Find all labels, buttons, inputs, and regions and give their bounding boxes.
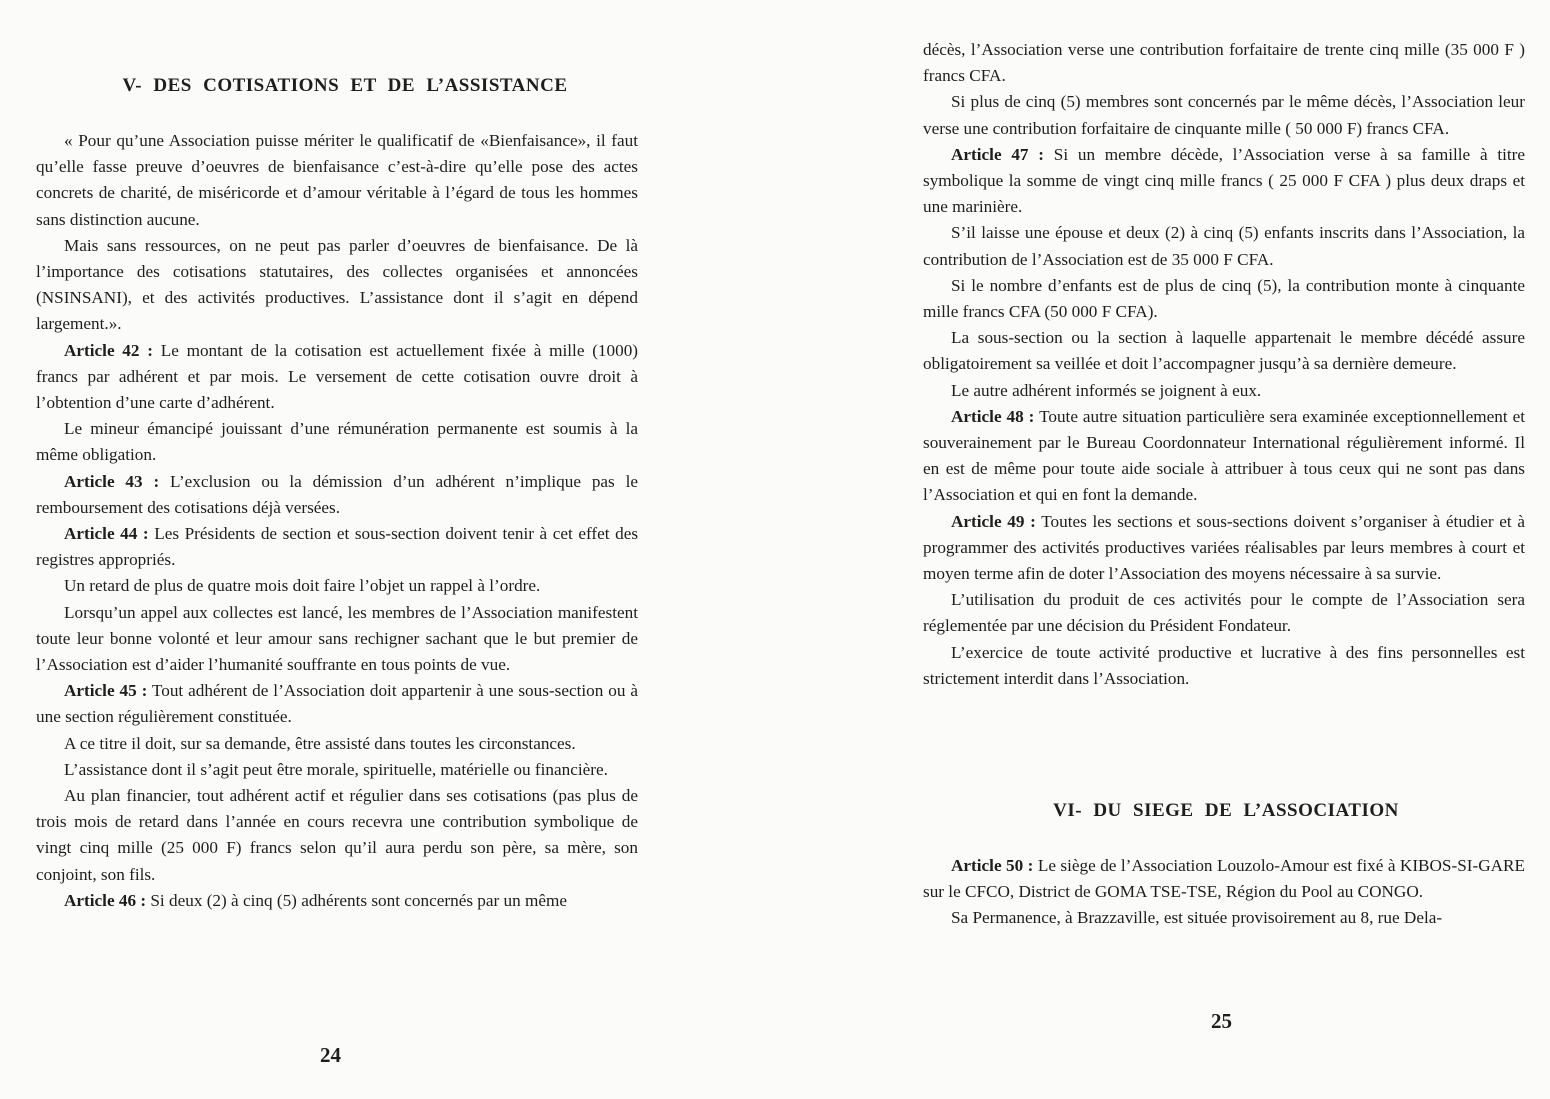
paragraph-text: L’utilisation du produit de ces activités pour le compte de l’Association sera réglementée par une décision du Président Fondateur. xyxy=(923,590,1525,636)
article-label: Article 50 : xyxy=(951,856,1034,875)
paragraph xyxy=(923,905,1525,931)
article-paragraph xyxy=(36,678,638,730)
section-heading-siege: VI- DU SIEGE DE L’ASSOCIATION xyxy=(1053,800,1399,821)
paragraph xyxy=(36,233,638,338)
article-paragraph xyxy=(36,888,638,914)
paragraph-text: Sa Permanence, à Brazzaville, est située provisoirement au 8, rue Dela- xyxy=(951,908,1443,928)
paragraph xyxy=(923,220,1525,272)
paragraph xyxy=(36,731,638,757)
right-page xyxy=(775,0,1550,1099)
article-label: Article 46 : xyxy=(64,890,147,910)
left-page xyxy=(0,0,740,1099)
paragraph xyxy=(923,273,1525,325)
paragraph-text: Si plus de cinq (5) membres sont concernés par le même décès, l’Association leur verse une contribution forfaitaire de cinquante mille ( 50 000 F) francs CFA. xyxy=(923,92,1525,138)
paragraph xyxy=(923,37,1525,89)
article-paragraph xyxy=(36,521,638,573)
article-paragraph xyxy=(36,469,638,521)
paragraph xyxy=(36,128,638,233)
paragraph-text: Les Présidents de section et sous-section doivent tenir à cet effet des registres appropriés. xyxy=(36,524,639,570)
article-paragraph xyxy=(923,142,1525,221)
article-label: Article 44 : xyxy=(64,524,149,544)
paragraph-text: Le mineur émancipé jouissant d’une rémunération permanente est soumis à la même obligation. xyxy=(36,419,638,465)
article-label: Article 43 : xyxy=(64,471,160,491)
article-label: Article 49 : xyxy=(951,511,1036,531)
article-paragraph xyxy=(923,853,1525,905)
paragraph-text: L’exclusion ou la démission d’un adhérent n’implique pas le remboursement des cotisations déjà versées. xyxy=(36,471,638,517)
article-label: Article 48 : xyxy=(951,406,1035,426)
paragraph-text: L’exercice de toute activité productive et lucrative à des fins personnelles est strictement interdit dans l’Association. xyxy=(923,642,1525,688)
article-label: Article 47 : xyxy=(951,144,1044,164)
page-number-left: 24 xyxy=(320,1043,341,1067)
paragraph-text: S’il laisse une épouse et deux (2) à cinq (5) enfants inscrits dans l’Association, la contribution de l’Association est de 35 000 F CFA. xyxy=(923,223,1525,269)
paragraph xyxy=(36,783,638,888)
paragraph xyxy=(36,416,638,468)
article-paragraph xyxy=(923,404,1525,509)
paragraph xyxy=(36,757,638,783)
right-page-body-siege xyxy=(923,853,1525,932)
paragraph-text: Au plan financier, tout adhérent actif et régulier dans ses cotisations (pas plus de trois mois de retard dans l’année en cours recevra une contribution symbolique de vingt cinq mille (25 000 F) francs selon qu’il aura perdu son père, sa mère, son conjoint, son fils. xyxy=(36,786,638,884)
paragraph-text: Mais sans ressources, on ne peut pas parler d’oeuvres de bienfaisance. De là l’importance des cotisations statutaires, des collectes organisées et annoncées (NSINSANI), et des activités productives. L’assistance dont il s’agit en dépend largement.». xyxy=(36,235,638,334)
left-page-body xyxy=(36,128,638,914)
paragraph-text: « Pour qu’une Association puisse mériter le qualificatif de «Bienfaisance», il faut qu’elle fasse preuve d’oeuvres de bienfaisance c’est-à-dire qu’elle pose des actes concrets de charité, de miséricorde et d’amour véritable à l’égard de tous les hommes sans distinction aucune. xyxy=(36,131,638,229)
paragraph-text: A ce titre il doit, sur sa demande, être assisté dans toutes les circonstances. xyxy=(64,733,576,753)
section-heading-cotisations: V- DES COTISATIONS ET DE L’ASSISTANCE xyxy=(122,75,568,96)
page-number-right: 25 xyxy=(1211,1009,1232,1033)
paragraph-text: Tout adhérent de l’Association doit appartenir à une sous-section ou à une section régulièrement constituée. xyxy=(36,681,638,727)
right-page-body xyxy=(923,37,1525,692)
paragraph xyxy=(923,378,1525,404)
paragraph-text: Le montant de la cotisation est actuellement fixée à mille (1000) francs par adhérent et par mois. Le versement de cette cotisation ouvre droit à l’obtention d’une carte d’adhérent. xyxy=(36,340,639,413)
article-label: Article 42 : xyxy=(64,340,153,360)
article-label: Article 45 : xyxy=(64,681,148,701)
paragraph xyxy=(36,573,638,599)
paragraph-text: Toute autre situation particulière sera examinée exceptionnellement et souverainement par le Bureau Coordonnateur International régulièrement informé. Il en est de même pour toute aide sociale à attribuer à tous ceux qui ne sont pas dans l’Association et qui en font la demande. xyxy=(923,406,1525,505)
paragraph-text: L’assistance dont il s’agit peut être morale, spirituelle, matérielle ou financière. xyxy=(64,759,608,779)
article-paragraph xyxy=(36,338,638,417)
paragraph-text: La sous-section ou la section à laquelle appartenait le membre décédé assure obligatoirement sa veillée et doit l’accompagner jusqu’à sa dernière demeure. xyxy=(923,328,1525,374)
paragraph xyxy=(923,587,1525,639)
paragraph-text: Si le nombre d’enfants est de plus de cinq (5), la contribution monte à cinquante mille francs CFA (50 000 F CFA). xyxy=(923,275,1525,322)
paragraph-text: Le autre adhérent informés se joignent à eux. xyxy=(951,380,1262,400)
paragraph-text: Si un membre décède, l’Association verse à sa famille à titre symbolique la somme de vingt cinq mille francs ( 25 000 F CFA ) plus deux draps et une marinière. xyxy=(923,144,1526,217)
paragraph xyxy=(923,640,1525,692)
paragraph-text: Un retard de plus de quatre mois doit faire l’objet un rappel à l’ordre. xyxy=(64,576,541,596)
paragraph xyxy=(36,600,638,679)
paragraph-text: Toutes les sections et sous-sections doivent s’organiser à étudier et à programmer des activités productives variées réalisables par leurs membres à court et moyen terme afin de doter l’Association des moyens nécessaire à sa survie. xyxy=(923,511,1526,584)
paragraph-text: Lorsqu’un appel aux collectes est lancé, les membres de l’Association manifestent toute leur bonne volonté et leur amour sans rechigner sachant que le but premier de l’Association est d’aider l’humanité souffrante en tous points de vue. xyxy=(36,602,638,675)
paragraph xyxy=(923,89,1525,141)
paragraph-text: Le siège de l’Association Louzolo-Amour est fixé à KIBOS-SI-GARE sur le CFCO, District de GOMA TSE-TSE, Région du Pool au CONGO. xyxy=(923,856,1525,902)
paragraph xyxy=(923,325,1525,377)
paragraph-text: décès, l’Association verse une contribution forfaitaire de trente cinq mille (35 000 F ) francs CFA. xyxy=(923,40,1525,86)
article-paragraph xyxy=(923,509,1525,588)
paragraph-text: Si deux (2) à cinq (5) adhérents sont concernés par un même xyxy=(150,890,568,910)
